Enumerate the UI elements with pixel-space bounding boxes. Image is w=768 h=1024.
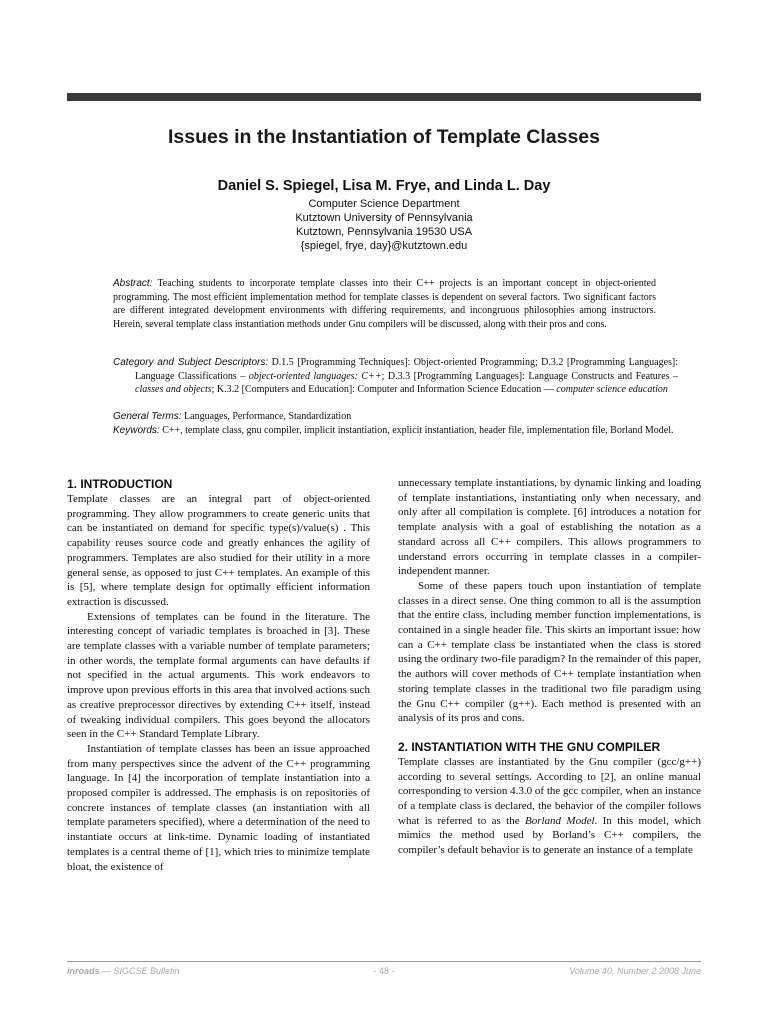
categories-italic-3: computer science education xyxy=(556,384,668,396)
footer-rule xyxy=(67,961,701,962)
keywords-text: C++, template class, gnu compiler, implicit instantiation, explicit instantiation, header file, implementation file, Borland Model. xyxy=(162,425,674,436)
paragraph-text: . In this model, which mimics the method used by Borland’s C++ compilers, the compiler’s default behavior is to generate an instance of a template xyxy=(398,814,701,857)
right-column xyxy=(398,476,701,858)
paper-title: Issues in the Instantiation of Template Classes xyxy=(168,126,600,148)
affiliation-address: Kutztown, Pennsylvania 19530 USA xyxy=(295,226,473,238)
author-list: Daniel S. Spiegel, Lisa M. Frye, and Linda L. Day xyxy=(217,178,551,194)
paragraph: Extensions of templates can be found in the literature. The interesting concept of variadic templates is broached in [3]. These are template classes with a variable number of template parameters; in other words, the template formal arguments can have defaults if not specified in the actual arguments. This work endeavors to improve upon previous efforts in this area that involved actions such as creative preprocessor directives by extending C++ itself, instead of tweaking individual compilers. This goes beyond the allocators seen in the C++ Standard Template Library. xyxy=(67,610,370,741)
top-rule xyxy=(67,93,701,101)
general-terms xyxy=(113,410,678,424)
category-descriptors xyxy=(113,356,678,397)
general-terms-label: General Terms: xyxy=(113,411,182,422)
abstract xyxy=(113,277,656,331)
categories-italic-1: object-oriented languages: C++ xyxy=(248,370,382,382)
categories-text-1: D.1.5 [Programming Techniques]: Object-oriented Programming; D.3.2 [Programming Languages]: Language Classifications – xyxy=(135,357,679,382)
categories-text-3: ; K.3.2 [Computers and Education]: Computer and Information Science Education — xyxy=(211,384,554,396)
paragraph xyxy=(398,755,701,858)
borland-model-term: Borland Model xyxy=(524,814,595,827)
general-terms-text: Languages, Performance, Standardization xyxy=(184,411,352,422)
paragraph-text: Template classes are instantiated by the Gnu compiler (gcc/g++) according to several settings. According to [2], an online manual corresponding to version 4.3.0 of the gcc compiler, when an instance of a template class is declared, the behavior of the compiler follows what is referred to as the xyxy=(398,755,701,827)
paragraph: unnecessary template instantiations, by dynamic linking and loading of template instantiations, instantiating only when necessary, and only after all compilation is complete. [6] introduces a notation for template analysis with a goal of establishing the notation as a standard across all C++ compilers. This allows programmers to understand errors occurring in template classes in a compiler-independent manner. xyxy=(398,477,701,578)
keywords xyxy=(113,424,678,438)
categories-label: Category and Subject Descriptors: xyxy=(113,357,269,368)
abstract-label: Abstract: xyxy=(113,278,153,289)
keywords-label: Keywords: xyxy=(113,425,160,436)
paragraph: Instantiation of template classes has been an issue approached from many perspectives since the advent of the C++ programming language. In [4] the incorporation of template instantiation into a proposed compiler is addressed. The emphasis is on repositories of concrete instances of template classes (an instantiation with all template parameters specified), where a determination of the need to instantiate occurs at link-time. Dynamic loading of instantiated templates is a central theme of [1], which tries to minimize template bloat, the existence of xyxy=(67,742,370,873)
affiliation-department: Computer Science Department xyxy=(308,198,460,210)
abstract-text: Teaching students to incorporate template classes into their C++ projects is an important concept in object-oriented programming. The most efficient implementation method for template classes is dependent on several factors. Two significant factors are different integrated development environments with differing requirements, and incongruous philosophies among instructors. Herein, several template class instantiation methods under Gnu compilers will be discussed, along with their pros and cons. xyxy=(113,278,656,330)
footer-journal-bold: inroads xyxy=(67,966,100,976)
paragraph: Some of these papers touch upon instantiation of template classes in a direct sense. One thing common to all is the assumption that the entire class, including member function implementations, is contained in a single header file. This skirts an important issue: how can a C++ template class be instantiated when the class is stored using the ordinary two-file paradigm? In the remainder of this paper, the authors will cover methods of C++ template instantiation when storing template classes in the traditional two file paradigm using the Gnu C++ compiler (g++). Each method is presented with an analysis of its pros and cons. xyxy=(398,579,701,725)
page-number: - 48 - xyxy=(373,966,395,976)
categories-italic-2: classes and objects xyxy=(135,384,212,396)
left-column xyxy=(67,476,370,874)
categories-text-2: ; D.3.3 [Programming Languages]: Language Constructs and Features – xyxy=(381,370,678,382)
footer-journal-rest: — SIGCSE Bulletin xyxy=(99,966,180,976)
section-heading-introduction: 1. INTRODUCTION xyxy=(67,477,173,491)
footer-volume: Volume 40, Number 2 2008 June xyxy=(569,966,701,976)
affiliation-email: {spiegel, frye, day}@kutztown.edu xyxy=(300,240,468,252)
affiliation-university: Kutztown University of Pennsylvania xyxy=(295,212,473,224)
paragraph: Template classes are an integral part of object-oriented programming. They allow programmers to create generic units that can be instantiated on demand for specific type(s)/value(s) . This capability reuses source code and greatly enhances the agility of programmers. Templates are also studied for their utility in a more general sense, as opposed to just C++ templates. An example of this is [5], where template design for optimally efficient information extraction is discussed. xyxy=(67,493,370,608)
section-heading-gnu: 2. INSTANTIATION WITH THE GNU COMPILER xyxy=(398,739,661,754)
